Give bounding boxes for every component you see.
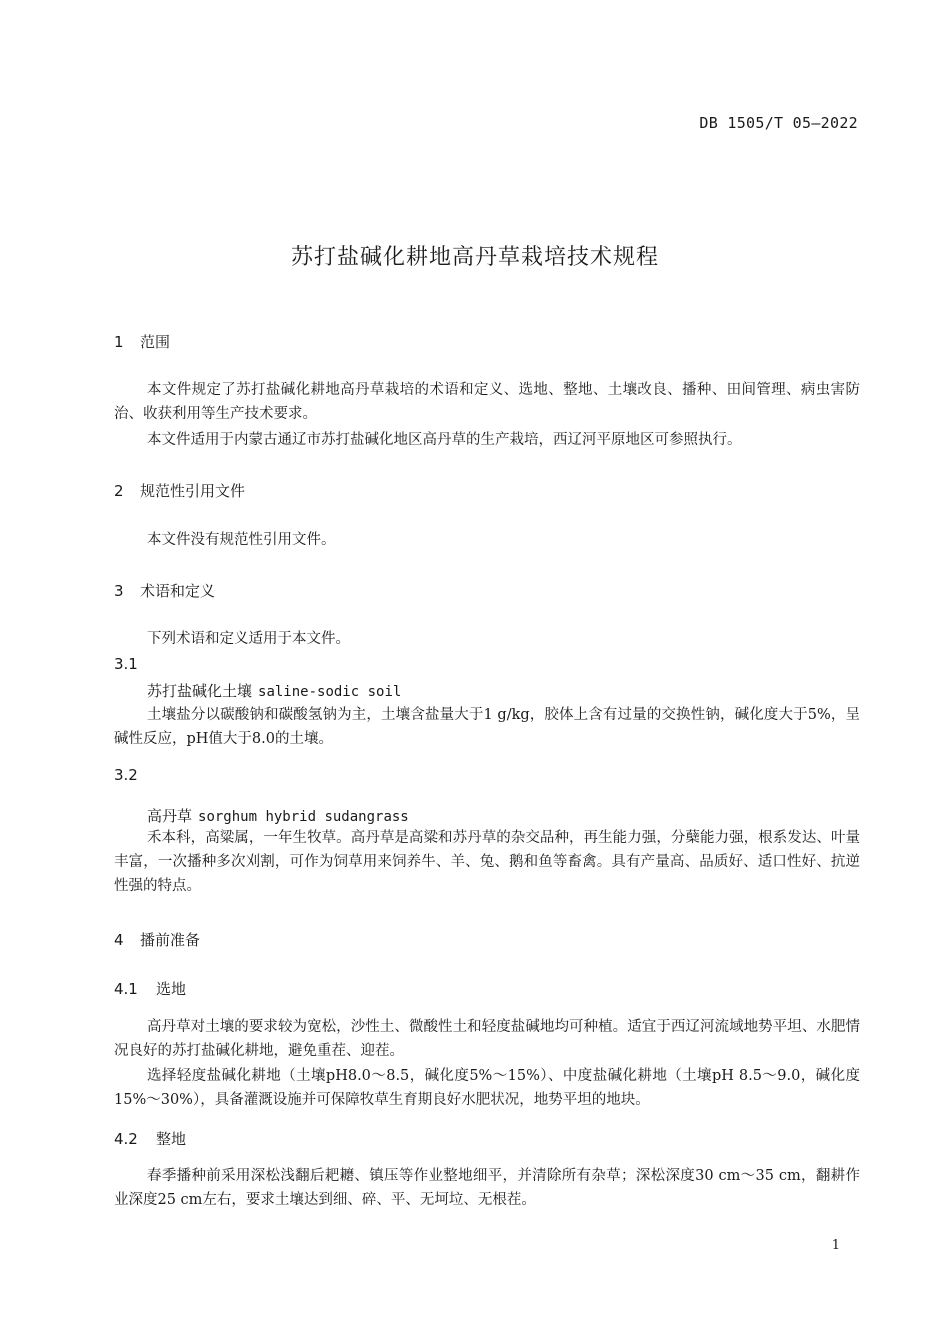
term-saline-sodic-soil: [147, 680, 401, 701]
document-code: DB 1505/T 05—2022: [699, 114, 858, 132]
section-number: 1: [114, 333, 124, 351]
section-title: 播前准备: [140, 931, 201, 949]
subsection-4-1-heading: [114, 978, 186, 999]
section-number: 4: [114, 931, 124, 949]
page-number: 1: [831, 1238, 840, 1253]
scope-paragraph-2: 本文件适用于内蒙古通辽市苏打盐碱化地区高丹草的生产栽培，西辽河平原地区可参照执行。: [147, 432, 742, 448]
section-2-heading: [114, 480, 245, 501]
scope-paragraph-1: 本文件规定了苏打盐碱化耕地高丹草栽培的术语和定义、选地、整地、土壤改良、播种、田间管理、病虫害防治、收获利用等生产技术要求。: [114, 382, 860, 422]
subsection-title: 选地: [156, 980, 187, 998]
site-selection-paragraph-2: 选择轻度盐碱化耕地（土壤pH8.0～8.5，碱化度5%～15%）、中度盐碱化耕地（土壤pH 8.5～9.0，碱化度15%～30%），具备灌溉设施并可保障牧草生育期良好水肥状况，地势平坦的地块。: [114, 1068, 860, 1108]
terms-intro-paragraph: 下列术语和定义适用于本文件。: [147, 631, 350, 647]
references-paragraph: 本文件没有规范性引用文件。: [147, 532, 336, 548]
term-definition: 禾本科，高粱属，一年生牧草。高丹草是高粱和苏丹草的杂交品种，再生能力强，分蘖能力强，根系发达、叶量丰富，一次播种多次刈割，可作为饲草用来饲养牛、羊、兔、鹅和鱼等畜禽。具有产量高、品质好、适口性好、抗逆性强的特点。: [114, 830, 860, 894]
term-definition: 土壤盐分以碳酸钠和碳酸氢钠为主，土壤含盐量大于1 g/kg，胶体上含有过量的交换性钠，碱化度大于5%，呈碱性反应，pH值大于8.0的土壤。: [114, 707, 860, 747]
term-chinese: 高丹草: [147, 807, 193, 825]
section-3-heading: [114, 580, 215, 601]
section-title: 范围: [140, 333, 171, 351]
term-english: saline-sodic soil: [258, 684, 402, 700]
section-1-heading: [114, 331, 170, 352]
section-title: 术语和定义: [140, 582, 216, 600]
subsection-title: 整地: [156, 1130, 187, 1148]
term-sorghum-sudangrass: [147, 805, 409, 826]
site-selection-paragraph-1: 高丹草对土壤的要求较为宽松，沙性土、微酸性土和轻度盐碱地均可种植。适宜于西辽河流域地势平坦、水肥情况良好的苏打盐碱化耕地，避免重茬、迎茬。: [114, 1019, 860, 1059]
subsection-4-2-heading: [114, 1128, 186, 1149]
term-english: sorghum hybrid sudangrass: [198, 809, 409, 825]
term-number: 3.1: [114, 655, 138, 673]
section-number: 3: [114, 582, 124, 600]
section-4-heading: [114, 929, 200, 950]
subsection-number: 4.1: [114, 980, 138, 998]
subsection-number: 4.2: [114, 1130, 138, 1148]
document-title: 苏打盐碱化耕地高丹草栽培技术规程: [290, 245, 659, 270]
term-chinese: 苏打盐碱化土壤: [147, 682, 253, 700]
section-number: 2: [114, 482, 124, 500]
land-preparation-paragraph: 春季播种前采用深松浅翻后耙耱、镇压等作业整地细平，并清除所有杂草；深松深度30 cm～35 cm，翻耕作业深度25 cm左右，要求土壤达到细、碎、平、无坷垃、无根茬。: [114, 1168, 860, 1208]
term-number: 3.2: [114, 766, 138, 784]
section-title: 规范性引用文件: [140, 482, 246, 500]
